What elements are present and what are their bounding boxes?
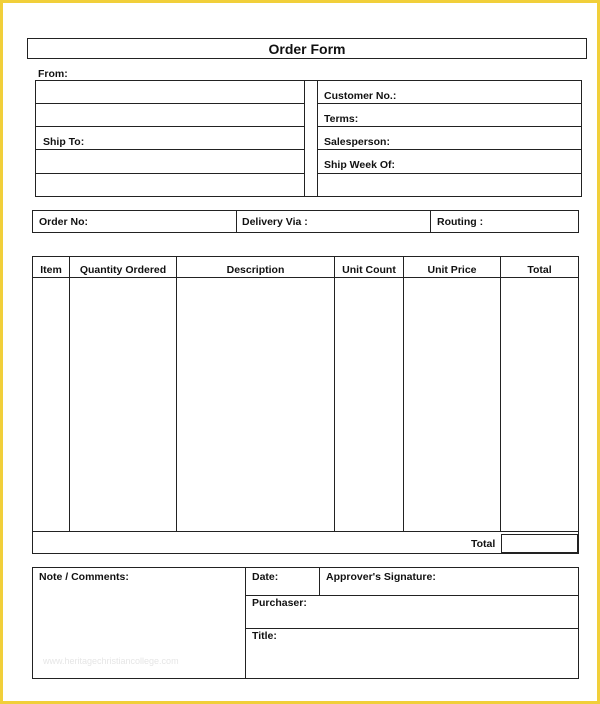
column-header-quantity-ordered: Quantity Ordered [79, 264, 167, 276]
ship-week-label: Ship Week Of: [324, 159, 395, 171]
grand-total-label: Total [471, 538, 496, 550]
address-block [35, 80, 582, 197]
page-title: Order Form [268, 41, 346, 57]
from-line-1-field[interactable] [36, 81, 304, 103]
column-header-total: Total [527, 264, 552, 276]
purchaser-label: Purchaser: [252, 597, 307, 609]
description-column-field[interactable] [177, 278, 334, 531]
from-label: From: [38, 68, 68, 80]
ship-to-label: Ship To: [43, 136, 85, 148]
terms-label: Terms: [324, 113, 359, 125]
unit-price-column-field[interactable] [404, 278, 500, 531]
from-line-2-field[interactable] [36, 104, 304, 126]
customer-no-label: Customer No.: [324, 90, 397, 102]
column-header-description: Description [226, 264, 285, 276]
title-field-label: Title: [252, 630, 277, 642]
title-field[interactable] [246, 629, 578, 678]
delivery-via-label: Delivery Via : [242, 216, 308, 228]
items-table [32, 256, 579, 554]
ship-to-line-2-field[interactable] [36, 150, 304, 173]
order-info-row [32, 210, 579, 233]
unit-count-column-field[interactable] [335, 278, 403, 531]
ship-to-line-3-field[interactable] [36, 174, 304, 196]
approver-label: Approver's Signature: [326, 571, 436, 583]
column-header-unit-price: Unit Price [427, 264, 477, 276]
date-label: Date: [252, 571, 279, 583]
order-no-label: Order No: [39, 216, 89, 228]
quantity-column-field[interactable] [70, 278, 176, 531]
column-header-item: Item [40, 264, 62, 276]
salesperson-label: Salesperson: [324, 136, 390, 148]
title-bar [27, 38, 587, 59]
item-column-field[interactable] [33, 278, 69, 531]
notes-label: Note / Comments: [39, 571, 129, 583]
total-column-field[interactable] [501, 278, 578, 531]
watermark: www.heritagechristiancollege.com [43, 656, 179, 666]
grand-total-field[interactable] [501, 534, 578, 553]
routing-label: Routing : [437, 216, 484, 228]
column-header-unit-count: Unit Count [342, 264, 396, 276]
